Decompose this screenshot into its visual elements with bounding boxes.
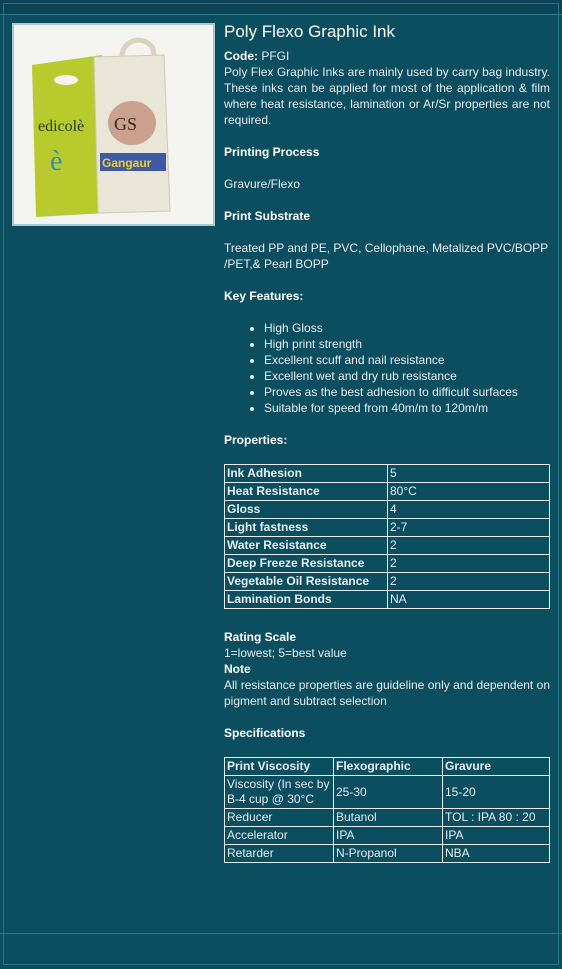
list-item: • High print strength [264,336,550,352]
table-row [225,809,550,827]
product-bags-illustration [14,25,213,224]
table-row [225,501,550,519]
property-name: Gloss [225,501,388,519]
table-row [225,827,550,845]
property-value: 5 [388,465,550,483]
property-name: Deep Freeze Resistance [225,555,388,573]
property-value: 2 [388,537,550,555]
specifications-table [224,757,550,863]
property-value: 4 [388,501,550,519]
property-name: Vegetable Oil Resistance [225,573,388,591]
rating-scale-value: 1=lowest; 5=best value [224,646,347,660]
bottom-band [0,933,562,969]
property-value: 2-7 [388,519,550,537]
property-value: 80°C [388,483,550,501]
table-row [225,555,550,573]
key-features-heading: Key Features: [224,289,304,303]
printing-process-heading: Printing Process [224,145,320,159]
table-row [225,465,550,483]
column-header: Gravure [443,758,550,776]
property-value: NA [388,591,550,609]
table-row [225,591,550,609]
table-row [225,519,550,537]
note-heading: Note [224,662,251,676]
table-cell: Accelerator [225,827,334,845]
note-text: All resistance properties are guideline only and dependent on pigment and subtract selection [224,678,550,708]
table-cell: N-Propanol [334,845,443,863]
list-item: • Suitable for speed from 40m/m to 120m/m [264,400,550,416]
table-cell: TOL : IPA 80 : 20 [443,809,550,827]
product-description: Poly Flex Graphic Inks are mainly used by carry bag industry. These inks can be applied for most of the application & film where heat resistance, lamination or Ar/Sr properties are not required. [224,65,550,127]
property-name: Heat Resistance [225,483,388,501]
property-name: Lamination Bonds [225,591,388,609]
list-item: • Proves as the best adhesion to difficult surfaces [264,384,550,400]
property-value: 2 [388,573,550,591]
properties-heading: Properties: [224,433,288,447]
property-name: Light fastness [225,519,388,537]
bag-brand-gangaur: Gangaur [102,156,152,170]
property-name: Water Resistance [225,537,388,555]
property-value: 2 [388,555,550,573]
table-cell: IPA [334,827,443,845]
table-cell: 15-20 [443,776,550,809]
table-cell: Viscosity (In sec by B-4 cup @ 30°C [225,776,334,809]
code-value: PFGI [258,49,290,63]
product-code [224,48,550,64]
table-row [225,845,550,863]
list-item: • Excellent scuff and nail resistance [264,352,550,368]
product-image [12,23,215,226]
table-cell: IPA [443,827,550,845]
table-cell: NBA [443,845,550,863]
bag-brand-edicole: edicolè [38,118,85,135]
table-cell: 25-30 [334,776,443,809]
table-cell: Retarder [225,845,334,863]
table-row [225,573,550,591]
key-features-list [224,320,550,416]
product-content [224,22,550,863]
column-header: Print Viscosity [225,758,334,776]
list-item: • High Gloss [264,320,550,336]
code-label: Code: [224,49,258,63]
printing-process-value: Gravure/Flexo [224,177,301,191]
page-title: Poly Flexo Graphic Ink [224,22,396,41]
table-cell: Butanol [334,809,443,827]
column-header: Flexographic [334,758,443,776]
table-row [225,776,550,809]
bag-logo-letter: è [50,146,63,177]
table-header-row [225,758,550,776]
print-substrate-heading: Print Substrate [224,209,311,223]
bag-monogram: GS [114,114,138,134]
rating-scale-heading: Rating Scale [224,630,297,644]
print-substrate-value: Treated PP and PE, PVC, Cellophane, Metalized PVC/BOPP /PET,& Pearl BOPP [224,241,548,271]
table-row [225,483,550,501]
table-cell: Reducer [225,809,334,827]
property-name: Ink Adhesion [225,465,388,483]
specifications-heading: Specifications [224,726,306,740]
table-row [225,537,550,555]
properties-table [224,464,550,609]
list-item: • Excellent wet and dry rub resistance [264,368,550,384]
